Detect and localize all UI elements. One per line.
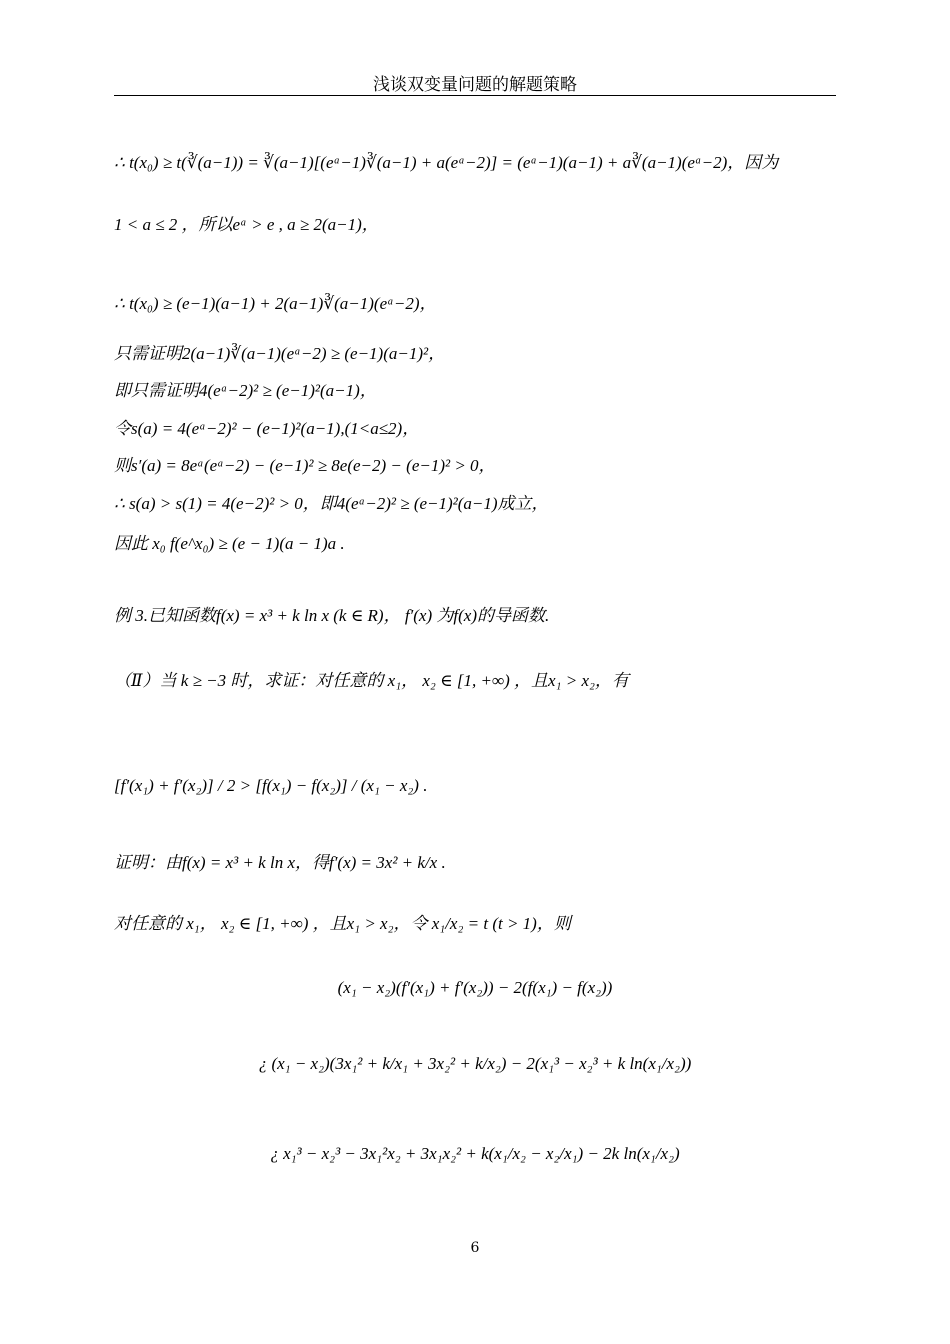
header-rule: [114, 95, 836, 96]
example-3-statement: 例 3.已知函数f(x) = x³ + k ln x (k ∈ R)， f′(x) 为f(x)的导函数.: [114, 606, 550, 625]
text-line-2: 1 < a ≤ 2 ，所以eᵃ > e , a ≥ 2(a−1)，: [114, 215, 379, 234]
proof-line-2: 对任意的 x₁， x₂ ∈ [1, +∞) ，且x₁ > x₂，令 x₁/x₂ = t (t > 1)，则: [114, 914, 571, 933]
text-line-8: ∴ s(a) > s(1) = 4(e−2)² > 0，即4(eᵃ−2)² ≥ (e−1)²(a−1)成立，: [114, 494, 549, 513]
display-equation-3: ¿ x₁³ − x₂³ − 3x₁²x₂ + 3x₁x₂² + k(x₁/x₂ − x₂/x₁) − 2k ln(x₁/x₂): [270, 1144, 680, 1163]
display-equation-1: (x₁ − x₂)(f′(x₁) + f′(x₂)) − 2(f(x₁) − f(x₂)): [337, 978, 613, 997]
text-line-3: ∴ t(x₀) ≥ (e−1)(a−1) + 2(a−1)∛(a−1)(eᵃ−2)，: [114, 294, 437, 313]
text-line-6: 令s(a) = 4(eᵃ−2)² − (e−1)²(a−1),(1<a≤2)，: [114, 419, 420, 438]
running-header: 浅谈双变量问题的解题策略: [373, 75, 577, 95]
display-equation-2: ¿ (x₁ − x₂)(3x₁² + k/x₁ + 3x₂² + k/x₂) − 2(x₁³ − x₂³ + k ln(x₁/x₂)): [258, 1054, 692, 1073]
text-line-5: 即只需证明4(eᵃ−2)² ≥ (e−1)²(a−1)，: [114, 381, 377, 400]
text-line-4: 只需证明2(a−1)∛(a−1)(eᵃ−2) ≥ (e−1)(a−1)²，: [114, 344, 446, 363]
text-line-7: 则s′(a) = 8eᵃ(eᵃ−2) − (e−1)² ≥ 8e(e−2) − (e−1)² > 0，: [114, 456, 496, 475]
part-ii-statement: （Ⅱ）当 k ≥ −3 时，求证：对任意的 x₁， x₂ ∈ [1, +∞) ，且x₁ > x₂，有: [114, 671, 629, 690]
page-number: 6: [470, 1240, 480, 1256]
text-line-1: ∴ t(x₀) ≥ t(∛(a−1)) = ∛(a−1)[(eᵃ−1)∛(a−1) + a(eᵃ−2)] = (eᵃ−1)(a−1) + a∛(a−1)(eᵃ−2)，因为: [114, 153, 779, 172]
proof-line-1: 证明：由f(x) = x³ + k ln x，得f′(x) = 3x² + k/x .: [114, 853, 446, 872]
inequality-to-prove: [f′(x₁) + f′(x₂)] / 2 > [f(x₁) − f(x₂)] / (x₁ − x₂) .: [114, 776, 428, 795]
text-line-9: 因此 x₀ f(e^x₀) ≥ (e − 1)(a − 1)a .: [114, 534, 345, 553]
